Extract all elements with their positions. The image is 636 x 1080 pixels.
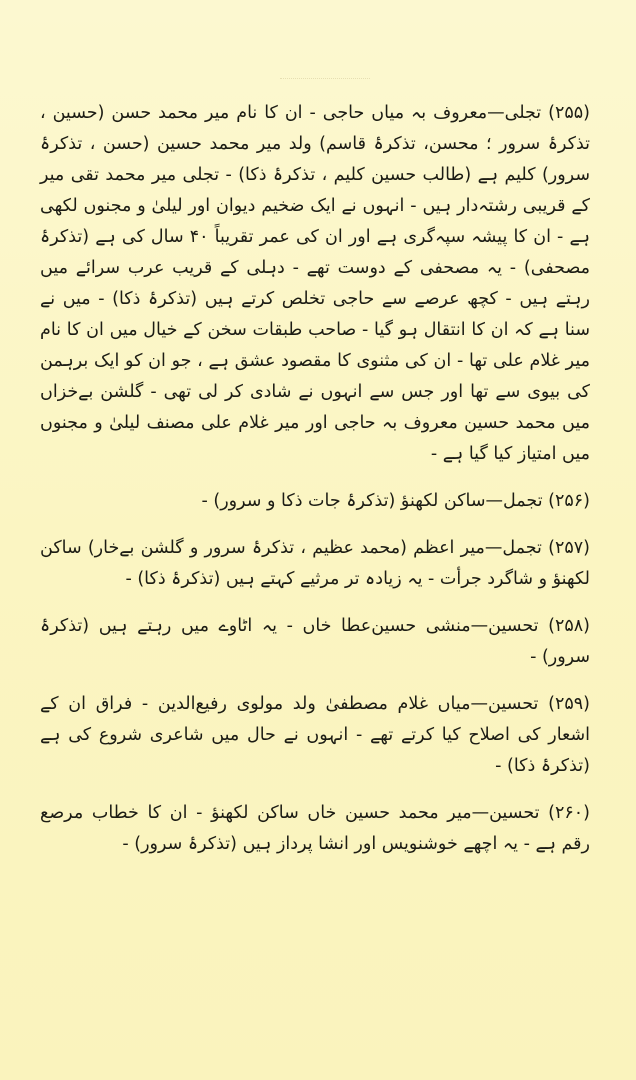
entry-text: تجمل—ساکن لکھنؤ (تذکرۂ جات ذکا و سرور) - bbox=[201, 491, 543, 511]
entry-256 bbox=[40, 486, 590, 517]
entry-text: تحسین—منشی حسین‌عطا خاں - یہ اٹاوے میں رہتے ہیں (تذکرۂ سرور) - bbox=[40, 616, 590, 667]
entry-259 bbox=[40, 689, 590, 782]
page-header-mark bbox=[280, 68, 370, 79]
entry-text: تجمل—میر اعظم (محمد عظیم ، تذکرۂ سرور و گلشن بےخار) ساکن لکھنؤ و شاگرد جرأت - یہ زیادہ تر مرثیے کہتے ہیں (تذکرۂ ذکا) - bbox=[40, 538, 590, 589]
entry-260 bbox=[40, 798, 590, 860]
entry-number: (۲۶۰) bbox=[548, 803, 590, 823]
entry-number: (۲۵۹) bbox=[548, 694, 590, 714]
entry-257 bbox=[40, 533, 590, 595]
entry-text: تحسین—میر محمد حسین خاں ساکن لکھنؤ - ان کا خطاب مرصع رقم ہے - یہ اچھے خوشنویس اور انشا پرداز ہیں (تذکرۂ سرور) - bbox=[40, 803, 590, 854]
entry-number: (۲۵۶) bbox=[548, 491, 590, 511]
entry-number: (۲۵۵) bbox=[548, 103, 590, 123]
entry-text: تجلی—معروف بہ میاں حاجی - ان کا نام میر محمد حسن (حسین ، تذکرۂ سرور ؛ محسن، تذکرۂ قاسم) ولد میر محمد حسین (حسن ، تذکرۂ سرور) کلیم ہے (طالب حسین کلیم ، تذکرۂ ذکا) - تجلی میر محمد تقی میر کے قریبی رشتہ‌دار ہیں - انہوں نے ایک ضخیم دیوان اور لیلیٰ و مجنوں لکھی ہے - ان کا پیشہ سپہ‌گری ہے اور ان کی عمر تقریباً ۴۰ سال کی ہے (تذکرۂ مصحفی) - یہ مصحفی کے دوست تھے - دہلی کے قریب عرب سرائے میں رہتے ہیں - کچھ عرصے سے حاجی تخلص کرتے ہیں (تذکرۂ ذکا) - میں نے سنا ہے کہ ان کا انتقال ہو گیا - صاحب طبقات سخن کے خیال میں ان کا نام میر غلام علی تھا - ان کی مثنوی کا مقصود عشق ہے ، جو ان کو ایک برہمن کی بیوی سے تھا اور جس سے انہوں نے شادی کر لی تھی - گلشن بےخزاں میں محمد حسین معروف بہ حاجی اور میر غلام علی مصنف لیلیٰ و مجنوں میں امتیاز کیا گیا ہے - bbox=[40, 103, 590, 464]
entry-text: تحسین—میاں غلام مصطفیٰ ولد مولوی رفیع‌الدین - فراق ان کے اشعار کی اصلاح کیا کرتے تھے - انہوں نے حال میں شاعری شروع کی ہے (تذکرۂ ذکا) - bbox=[40, 694, 590, 776]
entry-number: (۲۵۷) bbox=[548, 538, 590, 558]
entry-255 bbox=[40, 98, 590, 470]
entry-number: (۲۵۸) bbox=[548, 616, 590, 636]
entry-258 bbox=[40, 611, 590, 673]
